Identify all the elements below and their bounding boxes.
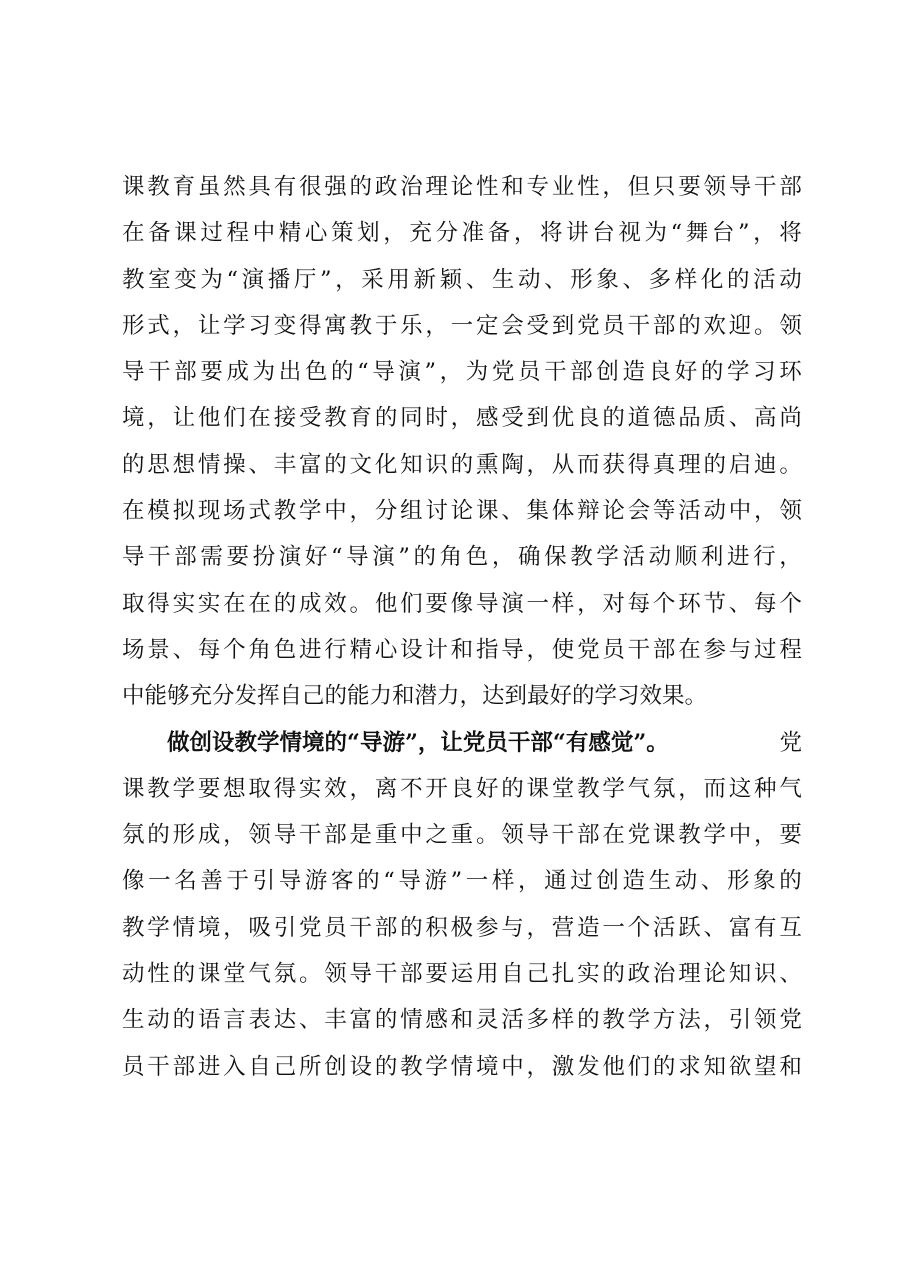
text-line: 的 思 想 情 操 、 丰 富 的 文 化 知 识 的 熏 陶 ， 从 而 获 得 真 理 的 启 迪 。 — [122, 451, 802, 478]
text-line: 在 备 课 过 程 中 精 心 策 划 ， 充 分 准 备 ， 将 讲 台 视 为 “ 舞 台 ” ， 将 — [122, 220, 802, 247]
text-line: 员 干 部 进 入 自 己 所 创 设 的 教 学 情 境 中 ， 激 发 他 们 的 求 知 欲 望 和 — [122, 1053, 802, 1080]
text-line: 导 干 部 要 成 为 出 色 的 “ 导 演 ” ， 为 党 员 干 部 创 造 良 好 的 学 习 环 — [122, 359, 802, 386]
text-line: 教 室 变 为 “ 演 播 厅 ” ， 采 用 新 颖 、 生 动 、 形 象 、 多 样 化 的 活 动 — [122, 266, 802, 293]
paragraph-2-first-line — [122, 720, 802, 766]
text-line: 中能够充分发挥自己的能力和潜力，达到最好的学习效果。 — [122, 683, 708, 710]
text-line: 课 教 学 要 想 取 得 实 效 ， 离 不 开 良 好 的 课 堂 教 学 气 氛 ， 而 这 种 气 — [122, 775, 802, 802]
text-line: 动 性 的 课 堂 气 氛 。 领 导 干 部 要 运 用 自 己 扎 实 的 政 治 理 论 知 识 、 — [122, 961, 802, 988]
text-line: 像 一 名 善 于 引 导 游 客 的 “ 导 游 ” 一 样 ， 通 过 创 造 生 动 、 形 象 的 — [122, 868, 802, 895]
document-body — [122, 164, 802, 1090]
text-line: 形 式 ， 让 学 习 变 得 寓 教 于 乐 ， 一 定 会 受 到 党 员 干 部 的 欢 迎 。 领 — [122, 312, 802, 339]
text-line: 氛 的 形 成 ， 领 导 干 部 是 重 中 之 重 。 领 导 干 部 在 党 课 教 学 中 ， 要 — [122, 822, 802, 849]
text-line: 导 干 部 需 要 扮 演 好 “ 导 演 ” 的 角 色 ， 确 保 教 学 活 动 顺 利 进 行 ， — [122, 544, 802, 571]
text-line: 课 教 育 虽 然 具 有 很 强 的 政 治 理 论 性 和 专 业 性 ， 但 只 要 领 导 干 部 — [122, 174, 802, 200]
text-line: 取 得 实 实 在 在 的 成 效 。 他 们 要 像 导 演 一 样 ， 对 每 个 环 节 、 每 个 — [122, 590, 802, 617]
text-line: 教 学 情 境 ， 吸 引 党 员 干 部 的 积 极 参 与 ， 营 造 一 个 活 跃 、 富 有 互 — [122, 914, 802, 941]
paragraph-2 — [122, 720, 802, 1090]
paragraph-2-first-tail: 党 — [779, 729, 802, 756]
text-line: 场 景 、 每 个 角 色 进 行 精 心 设 计 和 指 导 ， 使 党 员 干 部 在 参 与 过 程 — [122, 636, 802, 663]
paragraph-1 — [122, 164, 802, 720]
paragraph-heading: 做创设教学情境的“导游”，让党员干部“有感觉”。 — [167, 729, 669, 756]
text-line: 境 ， 让 他 们 在 接 受 教 育 的 同 时 ， 感 受 到 优 良 的 道 德 品 质 、 高 尚 — [122, 405, 802, 432]
text-line: 在 模 拟 现 场 式 教 学 中 ， 分 组 讨 论 课 、 集 体 辩 论 会 等 活 动 中 ， 领 — [122, 498, 802, 525]
text-line: 生 动 的 语 言 表 达 、 丰 富 的 情 感 和 灵 活 多 样 的 教 学 方 法 ， 引 领 党 — [122, 1007, 802, 1034]
